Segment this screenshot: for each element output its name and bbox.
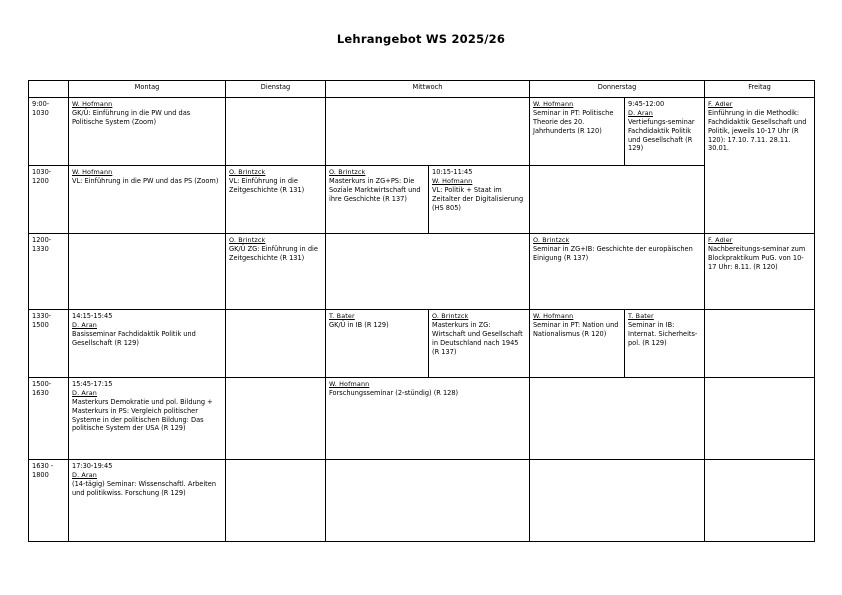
- course-text: VL: Einführung in die PW und das PS (Zoom): [72, 177, 219, 186]
- day-header-donnerstag: Donnerstag: [530, 81, 705, 98]
- cell-donnerstag-3a: [530, 310, 625, 378]
- cell-montag-2: [69, 234, 226, 310]
- cell-mittwoch-1a: [326, 166, 429, 234]
- corner-cell: [29, 81, 69, 98]
- schedule-table: [28, 80, 815, 542]
- cell-dienstag-1: [226, 166, 326, 234]
- cell-freitag-4: [705, 378, 815, 460]
- course-time: 15:45-17:15: [72, 380, 113, 388]
- cell-mittwoch-2: [326, 234, 530, 310]
- course-text: GK/Ü in IB (R 129): [329, 321, 389, 330]
- day-header-dienstag: Dienstag: [226, 81, 326, 98]
- lecturer-name: T. Bater: [628, 312, 654, 320]
- cell-montag-1: [69, 166, 226, 234]
- cell-mittwoch-1b: [429, 166, 530, 234]
- lecturer-name: D. Aran: [628, 108, 653, 117]
- table-row: [29, 460, 815, 542]
- table-row: [29, 378, 815, 460]
- course-text: GK/Ü ZG: Einführung in die Zeitgeschichte (R 131): [229, 245, 318, 263]
- cell-donnerstag-4: [530, 378, 705, 460]
- course-text: (14-tägig) Seminar: Wissenschaftl. Arbeiten und politikwiss. Forschung (R 129): [72, 480, 216, 497]
- day-header-montag: Montag: [69, 81, 226, 98]
- cell-montag-4: [69, 378, 226, 460]
- cell-donnerstag-0a: [530, 98, 625, 166]
- cell-montag-3: [69, 310, 226, 378]
- course-text: Masterkurs in ZG+PS: Die Soziale Marktwirtschaft und ihre Geschichte (R 137): [329, 177, 421, 203]
- lecturer-name: O. Brintzck: [533, 236, 570, 244]
- time-label-5: 1630 - 1800: [29, 460, 69, 542]
- lecturer-name: W. Hofmann: [72, 100, 113, 108]
- course-text: Seminar in ZG+IB: Geschichte der europäischen Einigung (R 137): [533, 245, 693, 263]
- cell-mittwoch-3a: [326, 310, 429, 378]
- cell-dienstag-2: [226, 234, 326, 310]
- cell-freitag-3: [705, 310, 815, 378]
- lecturer-name: O. Brintzck: [229, 236, 266, 244]
- cell-mittwoch-4: [326, 378, 530, 460]
- table-row: [29, 310, 815, 378]
- cell-montag-0: [69, 98, 226, 166]
- course-text: Forschungsseminar (2-stündig) (R 128): [329, 389, 459, 398]
- cell-mittwoch-3b: [429, 310, 530, 378]
- course-time: 10:15-11:45: [432, 168, 473, 176]
- time-label-0: 9:00- 1030: [29, 98, 69, 166]
- lecturer-name: O. Brintzck: [432, 312, 469, 320]
- course-time: 14:15-15:45: [72, 312, 113, 320]
- cell-freitag-2: [705, 234, 815, 310]
- day-header-mittwoch: Mittwoch: [326, 81, 530, 98]
- time-label-4: 1500- 1630: [29, 378, 69, 460]
- course-text: GK/Ü: Einführung in die PW und das Politische System (Zoom): [72, 109, 191, 127]
- cell-mittwoch-0: [326, 98, 530, 166]
- time-label-3: 1330- 1500: [29, 310, 69, 378]
- course-text: Masterkurs in ZG: Wirtschaft und Gesellschaft in Deutschland nach 1945 (R 137): [432, 321, 523, 356]
- cell-donnerstag-3b: [625, 310, 705, 378]
- course-text: Seminar in PT: Nation und Nationalismus (R 120): [533, 321, 619, 339]
- course-text: Seminar in IB: Internat. Sicherheits-pol. (R 129): [628, 321, 698, 347]
- cell-freitag-0: [705, 98, 815, 234]
- cell-montag-5: [69, 460, 226, 542]
- lecturer-name: W. Hofmann: [329, 380, 370, 388]
- lecturer-name: D. Aran: [72, 470, 97, 479]
- course-text: Masterkurs Demokratie und pol. Bildung + Masterkurs in PS: Vergleich politischer Systeme in der politischen Bildung: Das politische System der USA (R 129): [72, 398, 213, 433]
- lecturer-name: O. Brintzck: [229, 168, 266, 176]
- time-label-1: 1030- 1200: [29, 166, 69, 234]
- course-text: Nachbereitungs-seminar zum Blockpraktikum PuG. von 10-17 Uhr: 8.11. (R 120): [708, 245, 806, 271]
- cell-freitag-5: [705, 460, 815, 542]
- page-title: Lehrangebot WS 2025/26: [336, 32, 506, 46]
- lecturer-name: T. Bater: [329, 312, 355, 320]
- cell-donnerstag-1: [530, 166, 705, 234]
- cell-dienstag-3: [226, 310, 326, 378]
- course-text: Seminar in PT: Politische Theorie des 20. Jahrhunderts (R 120): [533, 109, 614, 135]
- time-label-2: 1200- 1330: [29, 234, 69, 310]
- course-text: VL: Politik + Staat im Zeitalter der Digitalisierung (HS 805): [432, 186, 524, 212]
- cell-donnerstag-5: [530, 460, 705, 542]
- course-time: 17:30-19:45: [72, 462, 113, 470]
- cell-donnerstag-2: [530, 234, 705, 310]
- cell-mittwoch-5: [326, 460, 530, 542]
- lecturer-name: W. Hofmann: [533, 100, 574, 108]
- lecturer-name: W. Hofmann: [533, 312, 574, 320]
- table-row: [29, 98, 815, 166]
- lecturer-name: D. Aran: [72, 320, 97, 329]
- lecturer-name: F. Adler: [708, 100, 733, 108]
- lecturer-name: D. Aran: [72, 388, 97, 397]
- cell-donnerstag-0b: [625, 98, 705, 166]
- course-text: VL: Einführung in die Zeitgeschichte (R 131): [229, 177, 305, 195]
- lecturer-name: O. Brintzck: [329, 168, 366, 176]
- table-header-row: [29, 81, 815, 98]
- course-text: Einführung in die Methodik: Fachdidaktik Gesellschaft und Politik, jeweils 10-17 Uhr (R 120): 17.10. 7.11. 28.11. 30.01.: [708, 109, 807, 153]
- course-text: Basisseminar Fachdidaktik Politik und Gesellschaft (R 129): [72, 330, 196, 347]
- cell-dienstag-4: [226, 378, 326, 460]
- table-row: [29, 166, 815, 234]
- course-text: Vertiefungs-seminar Fachdidaktik Politik und Gesellschaft (R 129): [628, 118, 695, 153]
- lecturer-name: F. Adler: [708, 236, 733, 244]
- cell-dienstag-5: [226, 460, 326, 542]
- course-time: 9:45-12:00: [628, 100, 665, 108]
- day-header-freitag: Freitag: [705, 81, 815, 98]
- lecturer-name: W. Hofmann: [72, 168, 113, 176]
- lecturer-name: W. Hofmann: [432, 176, 473, 185]
- cell-dienstag-0: [226, 98, 326, 166]
- table-row: [29, 234, 815, 310]
